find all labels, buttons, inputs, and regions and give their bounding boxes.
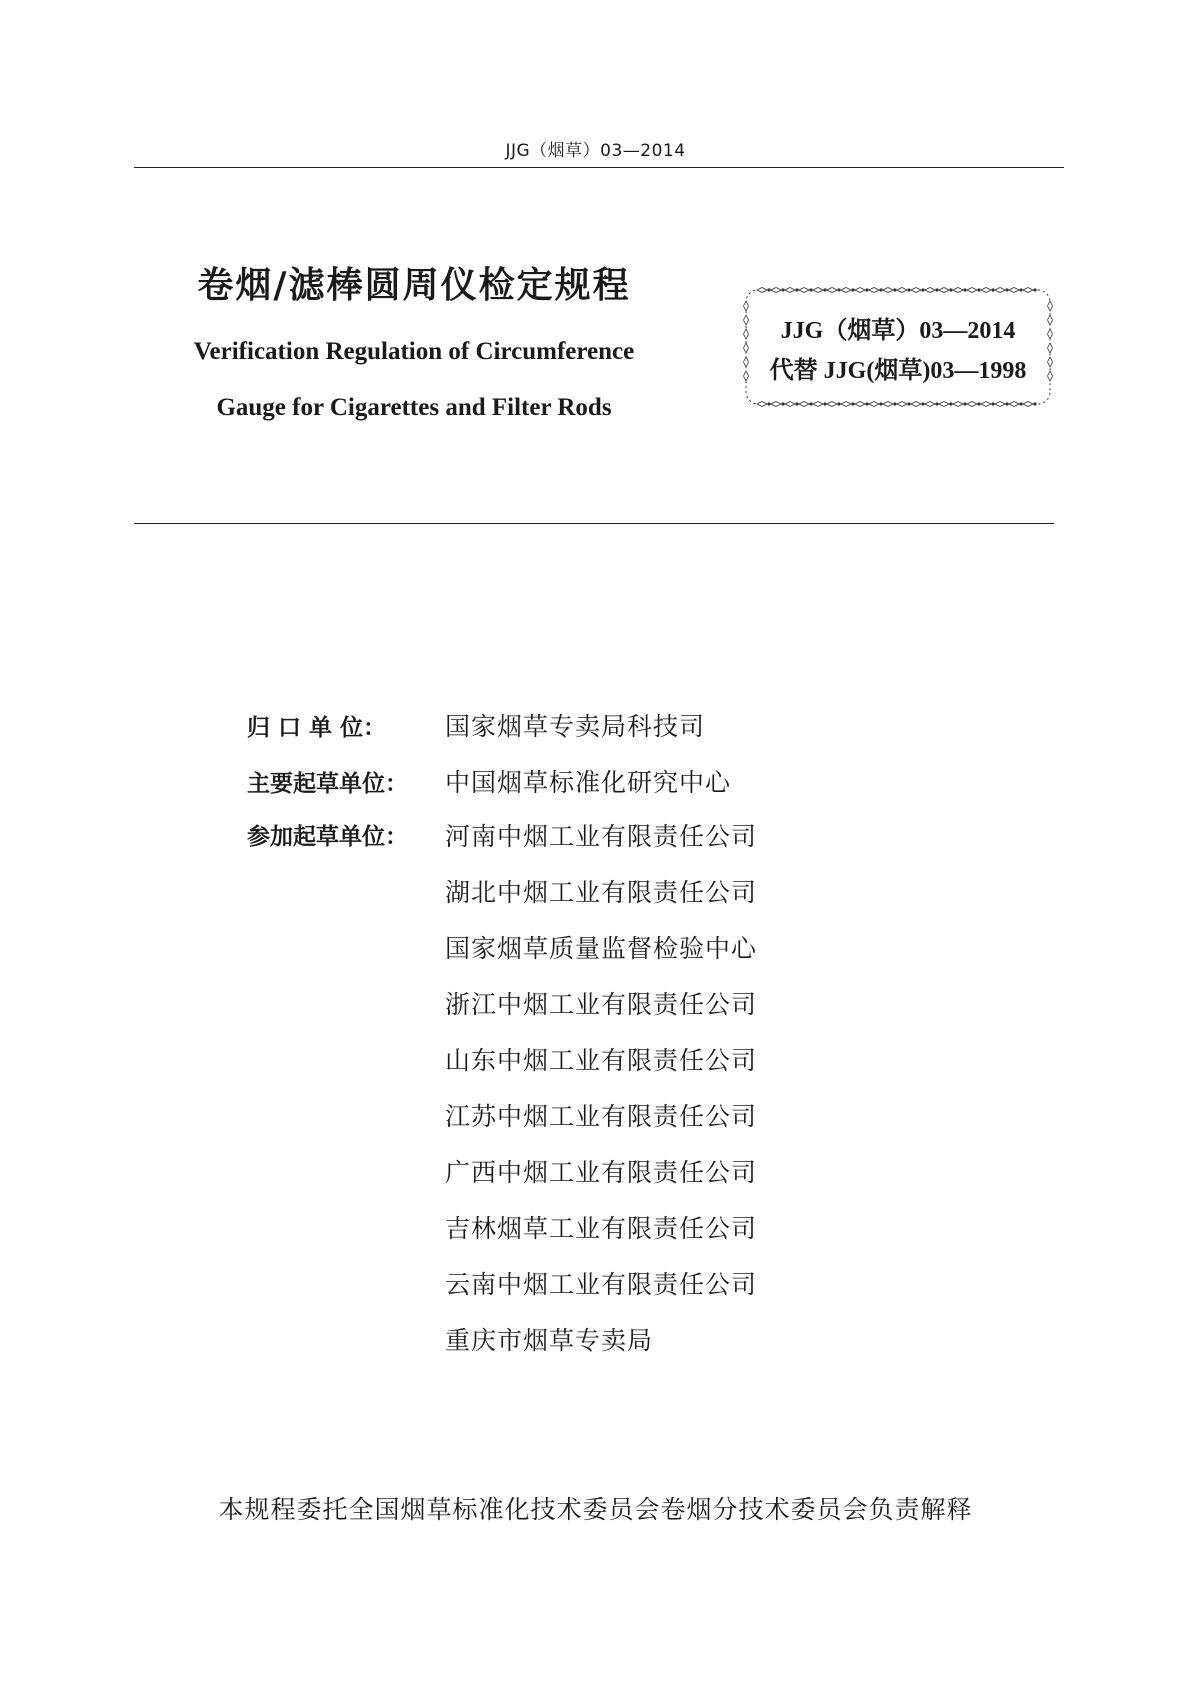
border-diamond bbox=[981, 402, 991, 407]
border-diamond bbox=[939, 402, 949, 407]
border-diamond bbox=[1023, 288, 1033, 293]
border-dot bbox=[1033, 288, 1036, 291]
participant-item: 山东中烟工业有限责任公司 bbox=[445, 1046, 758, 1075]
header-rule bbox=[134, 167, 1064, 168]
participant-item: 云南中烟工业有限责任公司 bbox=[445, 1270, 758, 1299]
border-diamond bbox=[953, 288, 963, 293]
border-diamond bbox=[841, 402, 851, 407]
border-diamond bbox=[785, 402, 795, 407]
border-diamond bbox=[1009, 288, 1019, 293]
participants-list bbox=[445, 809, 757, 1369]
interpretation-note: 本规程委托全国烟草标准化技术委员会卷烟分技术委员会负责解释 bbox=[218, 1495, 973, 1524]
participant-item: 江苏中烟工业有限责任公司 bbox=[445, 1102, 758, 1131]
standard-code: JJG（烟草）03—2014 bbox=[780, 318, 1016, 344]
participants-label: 参加起草单位： bbox=[247, 824, 408, 850]
border-diamond bbox=[953, 402, 963, 407]
main-drafter-row bbox=[247, 753, 757, 809]
participant-item: 广西中烟工业有限责任公司 bbox=[445, 1158, 758, 1187]
border-diamond bbox=[841, 288, 851, 293]
border-diamond bbox=[855, 402, 865, 407]
border-diamond bbox=[897, 402, 907, 407]
border-diamond bbox=[771, 288, 781, 293]
participant-item: 湖北中烟工业有限责任公司 bbox=[445, 878, 758, 907]
responsible-unit-label: 归 口 单 位： bbox=[247, 714, 387, 741]
border-diamond bbox=[869, 402, 879, 407]
title-block bbox=[134, 262, 694, 436]
decorative-border bbox=[740, 284, 1056, 410]
border-dot bbox=[1033, 402, 1036, 405]
title-english-line2: Gauge for Cigarettes and Filter Rods bbox=[216, 394, 612, 421]
border-diamond bbox=[925, 288, 935, 293]
main-drafter-value: 中国烟草标准化研究中心 bbox=[445, 768, 732, 797]
main-drafter-label: 主要起草单位： bbox=[247, 770, 408, 797]
border-diamond bbox=[799, 402, 809, 407]
border-diamond bbox=[883, 402, 893, 407]
participant-item: 浙江中烟工业有限责任公司 bbox=[445, 990, 758, 1019]
responsible-unit-row bbox=[247, 697, 757, 753]
border-diamond bbox=[883, 288, 893, 293]
section-rule bbox=[134, 523, 1054, 524]
title-english-line1: Verification Regulation of Circumference bbox=[193, 338, 635, 365]
border-diamond bbox=[757, 402, 767, 407]
border-diamond bbox=[813, 402, 823, 407]
participant-item: 国家烟草质量监督检验中心 bbox=[445, 934, 758, 963]
border-diamond bbox=[925, 402, 935, 407]
border-diamond bbox=[869, 288, 879, 293]
participant-item: 重庆市烟草专卖局 bbox=[445, 1326, 654, 1355]
border-diamond bbox=[911, 402, 921, 407]
border-diamond bbox=[897, 288, 907, 293]
border-diamond bbox=[967, 402, 977, 407]
border-diamond bbox=[785, 288, 795, 293]
border-diamond bbox=[939, 288, 949, 293]
border-diamond bbox=[911, 288, 921, 293]
border-diamond bbox=[981, 288, 991, 293]
border-diamond bbox=[827, 288, 837, 293]
border-frame bbox=[746, 290, 1050, 404]
border-diamond bbox=[995, 288, 1005, 293]
participant-item: 吉林烟草工业有限责任公司 bbox=[445, 1214, 758, 1243]
running-head: JJG（烟草）03—2014 bbox=[505, 141, 686, 161]
border-diamond bbox=[1023, 402, 1033, 407]
participant-item: 河南中烟工业有限责任公司 bbox=[445, 822, 758, 851]
title-chinese: 卷烟/滤棒圆周仪检定规程 bbox=[197, 265, 631, 306]
border-diamond bbox=[995, 402, 1005, 407]
participants-row bbox=[247, 809, 757, 1369]
replaces-code: 代替 JJG(烟草)03—1998 bbox=[769, 358, 1027, 384]
border-diamond bbox=[757, 288, 767, 293]
border-diamond bbox=[967, 288, 977, 293]
border-diamond bbox=[813, 288, 823, 293]
border-diamond bbox=[855, 288, 865, 293]
standard-code-box bbox=[740, 284, 1056, 410]
responsible-unit-value: 国家烟草专卖局科技司 bbox=[445, 712, 706, 741]
border-diamond bbox=[771, 402, 781, 407]
drafting-units bbox=[247, 697, 757, 1369]
border-diamond bbox=[799, 288, 809, 293]
border-diamond bbox=[827, 402, 837, 407]
border-diamond bbox=[1009, 402, 1019, 407]
